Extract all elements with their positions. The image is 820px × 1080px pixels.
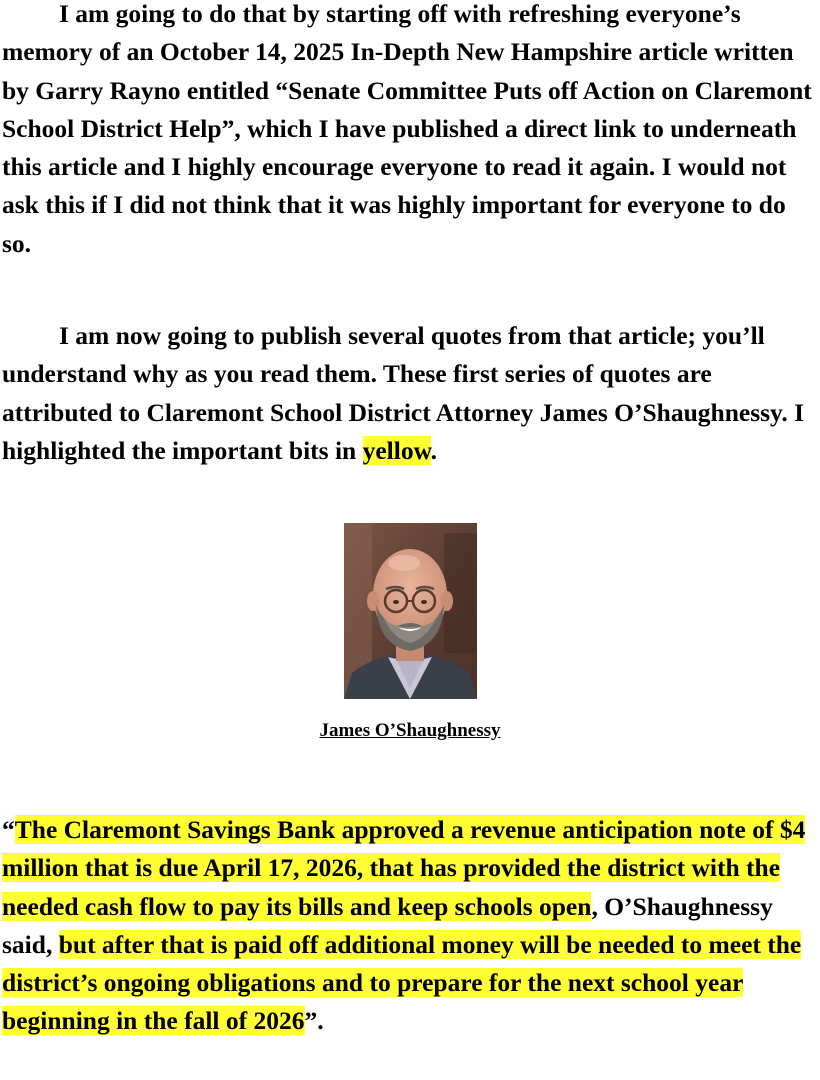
paragraph-text: I am going to do that by starting off with refreshing everyone’s memory of an October 14, 2025 In-Depth New Hampshire article written by Garry Rayno entitled “Senate Committee Puts off Action on Claremont School District Help”, which I have published a direct link to underneath this article and I highly encourage everyone to read it again. I would not ask this if I did not think that it was highly important for everyone to do so. <box>2 0 812 258</box>
paragraph-text: , O’Shaughnessy said, <box>2 891 773 959</box>
portrait-photo <box>344 523 477 699</box>
highlighted-quote: The Claremont Savings Bank approved a revenue anticipation note of $4 million that is due April 17, 2026, that has provided the district with the needed cash flow to pay its bills and keep schools open <box>2 815 806 921</box>
paragraph-text: “ <box>2 815 15 844</box>
highlighted-quote: but after that is paid off additional money will be needed to meet the district’s ongoing obligations and to prepare for the next school year beginning in the fall of 2026 <box>2 929 802 1036</box>
quotes-intro-paragraph <box>2 317 820 470</box>
highlighted-word: yellow <box>362 435 431 465</box>
paragraph-text: I am now going to publish several quotes from that article; you’ll understand why as you read them. These first series of quotes are attributed to Claremont School District Attorney James O’Shaughnessy. I highlighted the important bits in <box>2 321 805 465</box>
portrait-image <box>344 523 477 699</box>
paragraph-text: ”. <box>304 1006 324 1036</box>
quote-paragraph <box>2 811 820 1041</box>
intro-paragraph <box>2 0 820 263</box>
photo-caption: James O’Shaughnessy <box>319 720 501 741</box>
paragraph-text: . <box>430 435 437 465</box>
